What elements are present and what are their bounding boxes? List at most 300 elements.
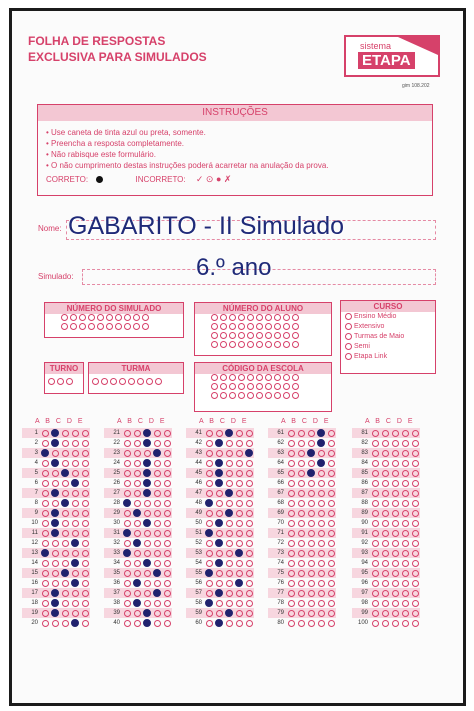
answer-bubble[interactable] (42, 510, 49, 517)
answer-bubble[interactable] (164, 500, 171, 507)
answer-bubble[interactable] (164, 530, 171, 537)
filled-bubble[interactable] (143, 609, 151, 617)
answer-bubble[interactable] (318, 560, 325, 567)
answer-bubble[interactable] (226, 580, 233, 587)
filled-bubble[interactable] (133, 509, 141, 517)
answer-bubble[interactable] (42, 520, 49, 527)
filled-bubble[interactable] (51, 459, 59, 467)
answer-bubble[interactable] (124, 450, 131, 457)
answer-bubble[interactable] (328, 490, 335, 497)
answer-bubble[interactable] (164, 580, 171, 587)
answer-bubble[interactable] (246, 570, 253, 577)
answer-bubble[interactable] (72, 450, 79, 457)
filled-bubble[interactable] (123, 529, 131, 537)
answer-bubble[interactable] (402, 620, 409, 627)
answer-bubble[interactable] (154, 460, 161, 467)
filled-bubble[interactable] (71, 559, 79, 567)
answer-bubble[interactable] (402, 460, 409, 467)
answer-bubble[interactable] (288, 510, 295, 517)
answer-bubble[interactable] (246, 540, 253, 547)
filled-bubble[interactable] (245, 449, 253, 457)
answer-bubble[interactable] (164, 480, 171, 487)
answer-bubble[interactable] (288, 480, 295, 487)
answer-bubble[interactable] (298, 480, 305, 487)
answer-bubble[interactable] (216, 510, 223, 517)
filled-bubble[interactable] (41, 549, 49, 557)
answer-bubble[interactable] (42, 590, 49, 597)
answer-bubble[interactable] (298, 530, 305, 537)
answer-bubble[interactable] (42, 560, 49, 567)
filled-bubble[interactable] (225, 509, 233, 517)
answer-bubble[interactable] (246, 520, 253, 527)
answer-bubble[interactable] (42, 620, 49, 627)
answer-bubble[interactable] (216, 490, 223, 497)
filled-bubble[interactable] (61, 469, 69, 477)
curso-option[interactable]: Turmas de Maio (341, 332, 435, 342)
answer-bubble[interactable] (308, 600, 315, 607)
answer-bubble[interactable] (144, 450, 151, 457)
answer-bubble[interactable] (144, 570, 151, 577)
answer-bubble[interactable] (124, 570, 131, 577)
answer-bubble[interactable] (246, 580, 253, 587)
answer-bubble[interactable] (82, 530, 89, 537)
answer-bubble[interactable] (154, 470, 161, 477)
answer-bubble[interactable] (134, 440, 141, 447)
answer-bubble[interactable] (298, 430, 305, 437)
answer-bubble[interactable] (318, 620, 325, 627)
answer-bubble[interactable] (72, 520, 79, 527)
answer-bubble[interactable] (412, 460, 419, 467)
digit-bubbles[interactable] (195, 332, 331, 341)
answer-bubble[interactable] (288, 520, 295, 527)
answer-bubble[interactable] (124, 580, 131, 587)
answer-bubble[interactable] (298, 540, 305, 547)
answer-bubble[interactable] (236, 600, 243, 607)
answer-bubble[interactable] (402, 570, 409, 577)
filled-bubble[interactable] (51, 439, 59, 447)
answer-bubble[interactable] (154, 540, 161, 547)
answer-bubble[interactable] (402, 440, 409, 447)
filled-bubble[interactable] (71, 479, 79, 487)
filled-bubble[interactable] (123, 499, 131, 507)
filled-bubble[interactable] (215, 479, 223, 487)
answer-bubble[interactable] (236, 450, 243, 457)
answer-bubble[interactable] (164, 490, 171, 497)
answer-bubble[interactable] (134, 490, 141, 497)
answer-bubble[interactable] (72, 490, 79, 497)
answer-bubble[interactable] (164, 550, 171, 557)
answer-bubble[interactable] (328, 460, 335, 467)
filled-bubble[interactable] (143, 469, 151, 477)
answer-bubble[interactable] (412, 620, 419, 627)
filled-bubble[interactable] (153, 589, 161, 597)
answer-bubble[interactable] (298, 490, 305, 497)
answer-bubble[interactable] (382, 610, 389, 617)
answer-bubble[interactable] (236, 470, 243, 477)
answer-bubble[interactable] (382, 510, 389, 517)
answer-bubble[interactable] (62, 600, 69, 607)
answer-bubble[interactable] (82, 610, 89, 617)
filled-bubble[interactable] (153, 449, 161, 457)
answer-bubble[interactable] (42, 490, 49, 497)
answer-bubble[interactable] (216, 430, 223, 437)
answer-bubble[interactable] (82, 570, 89, 577)
answer-bubble[interactable] (392, 580, 399, 587)
answer-bubble[interactable] (382, 530, 389, 537)
answer-bubble[interactable] (288, 540, 295, 547)
answer-bubble[interactable] (372, 530, 379, 537)
answer-bubble[interactable] (236, 510, 243, 517)
answer-bubble[interactable] (82, 450, 89, 457)
answer-bubble[interactable] (372, 590, 379, 597)
answer-bubble[interactable] (392, 590, 399, 597)
answer-bubble[interactable] (298, 520, 305, 527)
answer-bubble[interactable] (372, 490, 379, 497)
answer-bubble[interactable] (144, 510, 151, 517)
answer-bubble[interactable] (42, 580, 49, 587)
answer-bubble[interactable] (154, 480, 161, 487)
answer-bubble[interactable] (164, 600, 171, 607)
answer-bubble[interactable] (318, 480, 325, 487)
answer-bubble[interactable] (392, 480, 399, 487)
answer-bubble[interactable] (72, 440, 79, 447)
filled-bubble[interactable] (225, 489, 233, 497)
answer-bubble[interactable] (318, 550, 325, 557)
filled-bubble[interactable] (51, 489, 59, 497)
answer-bubble[interactable] (206, 620, 213, 627)
answer-bubble[interactable] (318, 510, 325, 517)
answer-bubble[interactable] (164, 450, 171, 457)
answer-bubble[interactable] (62, 430, 69, 437)
answer-bubble[interactable] (206, 540, 213, 547)
answer-bubble[interactable] (236, 460, 243, 467)
answer-bubble[interactable] (72, 610, 79, 617)
answer-bubble[interactable] (52, 500, 59, 507)
answer-bubble[interactable] (72, 460, 79, 467)
filled-bubble[interactable] (205, 499, 213, 507)
answer-bubble[interactable] (42, 460, 49, 467)
answer-bubble[interactable] (402, 600, 409, 607)
answer-bubble[interactable] (124, 520, 131, 527)
answer-bubble[interactable] (236, 560, 243, 567)
curso-option[interactable]: Semi (341, 342, 435, 352)
answer-bubble[interactable] (402, 610, 409, 617)
answer-bubble[interactable] (216, 610, 223, 617)
digit-bubbles[interactable] (45, 323, 183, 332)
answer-bubble[interactable] (144, 530, 151, 537)
answer-bubble[interactable] (382, 430, 389, 437)
answer-bubble[interactable] (226, 590, 233, 597)
answer-bubble[interactable] (382, 460, 389, 467)
answer-bubble[interactable] (288, 600, 295, 607)
filled-bubble[interactable] (143, 619, 151, 627)
answer-bubble[interactable] (62, 450, 69, 457)
answer-bubble[interactable] (154, 520, 161, 527)
answer-bubble[interactable] (372, 430, 379, 437)
filled-bubble[interactable] (71, 619, 79, 627)
answer-bubble[interactable] (372, 620, 379, 627)
digit-bubbles[interactable] (195, 314, 331, 323)
filled-bubble[interactable] (71, 539, 79, 547)
answer-bubble[interactable] (328, 610, 335, 617)
digit-bubbles[interactable] (45, 314, 183, 323)
answer-bubble[interactable] (308, 610, 315, 617)
answer-bubble[interactable] (236, 490, 243, 497)
answer-bubble[interactable] (288, 450, 295, 457)
answer-bubble[interactable] (82, 580, 89, 587)
answer-bubble[interactable] (226, 560, 233, 567)
answer-bubble[interactable] (412, 570, 419, 577)
answer-bubble[interactable] (124, 430, 131, 437)
digit-bubbles[interactable] (195, 374, 331, 383)
answer-bubble[interactable] (308, 580, 315, 587)
answer-bubble[interactable] (318, 540, 325, 547)
answer-bubble[interactable] (82, 490, 89, 497)
answer-bubble[interactable] (288, 590, 295, 597)
answer-bubble[interactable] (62, 560, 69, 567)
answer-bubble[interactable] (206, 580, 213, 587)
answer-bubble[interactable] (382, 550, 389, 557)
answer-bubble[interactable] (154, 550, 161, 557)
answer-bubble[interactable] (392, 610, 399, 617)
answer-bubble[interactable] (154, 620, 161, 627)
answer-bubble[interactable] (328, 590, 335, 597)
answer-bubble[interactable] (392, 570, 399, 577)
answer-bubble[interactable] (392, 510, 399, 517)
answer-bubble[interactable] (308, 550, 315, 557)
answer-bubble[interactable] (52, 480, 59, 487)
answer-bubble[interactable] (236, 480, 243, 487)
answer-bubble[interactable] (298, 440, 305, 447)
answer-bubble[interactable] (52, 450, 59, 457)
answer-bubble[interactable] (372, 560, 379, 567)
answer-bubble[interactable] (72, 530, 79, 537)
answer-bubble[interactable] (318, 600, 325, 607)
answer-bubble[interactable] (298, 600, 305, 607)
answer-bubble[interactable] (62, 460, 69, 467)
answer-bubble[interactable] (82, 440, 89, 447)
answer-bubble[interactable] (206, 550, 213, 557)
answer-bubble[interactable] (382, 620, 389, 627)
answer-bubble[interactable] (154, 490, 161, 497)
filled-bubble[interactable] (41, 449, 49, 457)
filled-bubble[interactable] (307, 469, 315, 477)
answer-bubble[interactable] (246, 490, 253, 497)
answer-bubble[interactable] (402, 470, 409, 477)
filled-bubble[interactable] (143, 479, 151, 487)
filled-bubble[interactable] (61, 499, 69, 507)
answer-bubble[interactable] (298, 560, 305, 567)
answer-bubble[interactable] (412, 560, 419, 567)
answer-bubble[interactable] (328, 620, 335, 627)
answer-bubble[interactable] (226, 620, 233, 627)
answer-bubble[interactable] (206, 440, 213, 447)
answer-bubble[interactable] (372, 520, 379, 527)
answer-bubble[interactable] (402, 510, 409, 517)
answer-bubble[interactable] (402, 560, 409, 567)
answer-bubble[interactable] (412, 490, 419, 497)
filled-bubble[interactable] (143, 489, 151, 497)
answer-bubble[interactable] (72, 430, 79, 437)
filled-bubble[interactable] (215, 539, 223, 547)
answer-bubble[interactable] (328, 440, 335, 447)
answer-bubble[interactable] (288, 530, 295, 537)
answer-bubble[interactable] (392, 600, 399, 607)
answer-bubble[interactable] (392, 500, 399, 507)
filled-bubble[interactable] (61, 569, 69, 577)
answer-bubble[interactable] (52, 580, 59, 587)
answer-bubble[interactable] (372, 480, 379, 487)
answer-bubble[interactable] (402, 580, 409, 587)
answer-bubble[interactable] (328, 470, 335, 477)
answer-bubble[interactable] (164, 510, 171, 517)
answer-bubble[interactable] (206, 470, 213, 477)
answer-bubble[interactable] (206, 510, 213, 517)
answer-bubble[interactable] (246, 610, 253, 617)
answer-bubble[interactable] (144, 590, 151, 597)
answer-bubble[interactable] (42, 540, 49, 547)
answer-bubble[interactable] (154, 560, 161, 567)
digit-bubbles[interactable] (195, 392, 331, 401)
answer-bubble[interactable] (134, 530, 141, 537)
digit-bubbles[interactable] (195, 341, 331, 350)
answer-bubble[interactable] (154, 530, 161, 537)
answer-bubble[interactable] (308, 480, 315, 487)
filled-bubble[interactable] (317, 429, 325, 437)
answer-bubble[interactable] (124, 490, 131, 497)
answer-bubble[interactable] (382, 570, 389, 577)
answer-bubble[interactable] (298, 510, 305, 517)
answer-bubble[interactable] (412, 600, 419, 607)
answer-bubble[interactable] (308, 570, 315, 577)
filled-bubble[interactable] (143, 559, 151, 567)
answer-bubble[interactable] (206, 490, 213, 497)
answer-bubble[interactable] (246, 620, 253, 627)
answer-bubble[interactable] (392, 430, 399, 437)
answer-bubble[interactable] (124, 560, 131, 567)
answer-bubble[interactable] (298, 500, 305, 507)
answer-bubble[interactable] (62, 490, 69, 497)
answer-bubble[interactable] (382, 520, 389, 527)
answer-bubble[interactable] (402, 590, 409, 597)
answer-bubble[interactable] (52, 570, 59, 577)
answer-bubble[interactable] (82, 560, 89, 567)
answer-bubble[interactable] (82, 460, 89, 467)
turno-bubbles[interactable] (45, 374, 83, 390)
answer-bubble[interactable] (236, 620, 243, 627)
answer-bubble[interactable] (328, 580, 335, 587)
answer-bubble[interactable] (82, 540, 89, 547)
answer-bubble[interactable] (124, 600, 131, 607)
answer-bubble[interactable] (226, 570, 233, 577)
answer-bubble[interactable] (144, 540, 151, 547)
answer-bubble[interactable] (288, 620, 295, 627)
answer-bubble[interactable] (42, 570, 49, 577)
filled-bubble[interactable] (143, 429, 151, 437)
answer-bubble[interactable] (52, 620, 59, 627)
filled-bubble[interactable] (51, 519, 59, 527)
answer-bubble[interactable] (308, 460, 315, 467)
answer-bubble[interactable] (392, 620, 399, 627)
answer-bubble[interactable] (328, 480, 335, 487)
answer-bubble[interactable] (72, 550, 79, 557)
answer-bubble[interactable] (298, 610, 305, 617)
answer-bubble[interactable] (308, 540, 315, 547)
answer-bubble[interactable] (82, 590, 89, 597)
answer-bubble[interactable] (382, 450, 389, 457)
answer-bubble[interactable] (412, 610, 419, 617)
answer-bubble[interactable] (52, 470, 59, 477)
answer-bubble[interactable] (62, 590, 69, 597)
answer-bubble[interactable] (226, 520, 233, 527)
answer-bubble[interactable] (216, 450, 223, 457)
answer-bubble[interactable] (308, 430, 315, 437)
answer-bubble[interactable] (382, 540, 389, 547)
answer-bubble[interactable] (402, 450, 409, 457)
answer-bubble[interactable] (124, 440, 131, 447)
filled-bubble[interactable] (51, 589, 59, 597)
answer-bubble[interactable] (164, 430, 171, 437)
answer-bubble[interactable] (134, 620, 141, 627)
answer-bubble[interactable] (62, 610, 69, 617)
answer-bubble[interactable] (236, 440, 243, 447)
answer-bubble[interactable] (134, 500, 141, 507)
filled-bubble[interactable] (51, 609, 59, 617)
answer-bubble[interactable] (236, 500, 243, 507)
answer-bubble[interactable] (164, 520, 171, 527)
answer-bubble[interactable] (372, 510, 379, 517)
answer-bubble[interactable] (372, 460, 379, 467)
filled-bubble[interactable] (215, 439, 223, 447)
curso-option[interactable]: Extensivo (341, 322, 435, 332)
answer-bubble[interactable] (298, 450, 305, 457)
answer-bubble[interactable] (216, 550, 223, 557)
answer-bubble[interactable] (308, 440, 315, 447)
answer-bubble[interactable] (216, 530, 223, 537)
answer-bubble[interactable] (82, 430, 89, 437)
answer-bubble[interactable] (164, 560, 171, 567)
answer-bubble[interactable] (246, 510, 253, 517)
answer-bubble[interactable] (288, 610, 295, 617)
answer-bubble[interactable] (392, 450, 399, 457)
answer-bubble[interactable] (62, 580, 69, 587)
answer-bubble[interactable] (298, 570, 305, 577)
answer-bubble[interactable] (412, 520, 419, 527)
answer-bubble[interactable] (382, 580, 389, 587)
answer-bubble[interactable] (164, 440, 171, 447)
answer-bubble[interactable] (372, 580, 379, 587)
answer-bubble[interactable] (42, 440, 49, 447)
answer-bubble[interactable] (62, 480, 69, 487)
answer-bubble[interactable] (236, 590, 243, 597)
answer-bubble[interactable] (328, 520, 335, 527)
answer-bubble[interactable] (318, 590, 325, 597)
answer-bubble[interactable] (206, 610, 213, 617)
answer-bubble[interactable] (124, 540, 131, 547)
answer-bubble[interactable] (318, 490, 325, 497)
answer-bubble[interactable] (62, 530, 69, 537)
answer-bubble[interactable] (412, 450, 419, 457)
turma-bubbles[interactable] (89, 374, 183, 390)
filled-bubble[interactable] (51, 599, 59, 607)
answer-bubble[interactable] (62, 540, 69, 547)
answer-bubble[interactable] (154, 610, 161, 617)
filled-bubble[interactable] (51, 429, 59, 437)
answer-bubble[interactable] (402, 500, 409, 507)
answer-bubble[interactable] (382, 600, 389, 607)
answer-bubble[interactable] (154, 510, 161, 517)
answer-bubble[interactable] (402, 550, 409, 557)
